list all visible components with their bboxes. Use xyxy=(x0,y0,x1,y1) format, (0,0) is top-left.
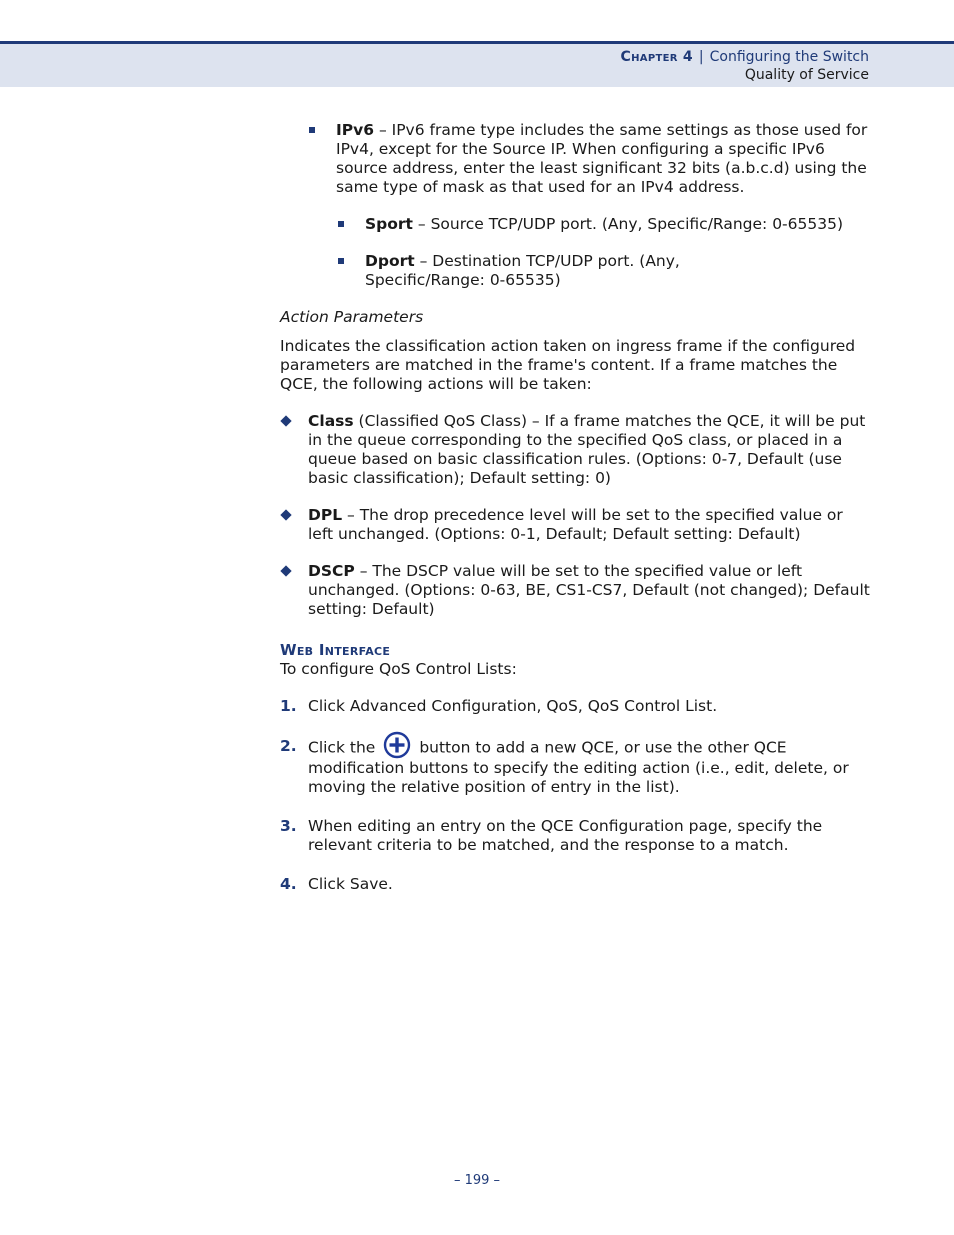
step-text: Click Advanced Configuration, QoS, QoS Control List. xyxy=(308,697,718,715)
action-parameters-intro: Indicates the classification action taken on ingress frame if the configured parameters are matched in the frame's content. If a frame matches the QCE, the following actions will be taken: xyxy=(280,337,856,393)
header-separator: | xyxy=(698,49,704,65)
class-term: Class xyxy=(308,412,354,430)
dscp-term: DSCP xyxy=(308,562,355,580)
step-number: 1. xyxy=(280,697,297,715)
step-4 xyxy=(280,875,870,894)
step-number: 3. xyxy=(280,817,297,835)
action-parameters-heading: Action Parameters xyxy=(280,308,424,326)
square-bullet-icon xyxy=(338,221,344,227)
step-text: Click Save. xyxy=(308,875,393,893)
square-bullet-icon xyxy=(309,127,315,133)
chapter-line xyxy=(621,48,869,66)
page-header xyxy=(0,41,954,87)
dscp-text: – The DSCP value will be set to the specified value or left unchanged. (Options: 0-63, BE, CS1-CS7, Default (not changed); Default setting: Default) xyxy=(308,562,870,618)
sport-term: Sport xyxy=(365,215,413,233)
diamond-bullet-icon xyxy=(280,415,291,426)
list-item-dpl xyxy=(280,506,870,544)
web-interface-heading: Web Interface xyxy=(280,641,391,659)
diamond-bullet-icon xyxy=(280,565,291,576)
ipv6-text: – IPv6 frame type includes the same settings as those used for IPv4, except for the Source IP. When configuring a specific IPv6 source address, enter the least significant 32 bits (a.b.c.d) using the same type of mask as that used for an IPv4 address. xyxy=(336,121,868,196)
page-body xyxy=(280,121,870,894)
add-icon xyxy=(383,731,411,759)
chapter-title: Configuring the Switch xyxy=(709,49,869,65)
dpl-term: DPL xyxy=(308,506,343,524)
step-text-before: Click the xyxy=(308,738,376,757)
section-title: Quality of Service xyxy=(744,67,869,83)
header-text xyxy=(621,48,869,84)
ipv6-term: IPv6 xyxy=(336,121,375,139)
dport-text-2: Specific/Range: 0-65535) xyxy=(365,271,561,289)
step-number: 4. xyxy=(280,875,297,893)
sport-text: – Source TCP/UDP port. (Any, Specific/Range: 0-65535) xyxy=(412,215,844,233)
class-text: (Classified QoS Class) – If a frame matches the QCE, it will be put in the queue corresponding to the specified QoS class, or placed in a queue based on basic classification rules. (Options: 0-7, Default (use basic classification); Default setting: 0) xyxy=(308,412,866,487)
dpl-text: – The drop precedence level will be set to the specified value or left unchanged. (Options: 0-1, Default; Default setting: Default) xyxy=(308,506,843,543)
square-bullet-icon xyxy=(338,258,344,264)
step-2 xyxy=(280,737,870,797)
list-item-dscp xyxy=(280,562,870,619)
step-3 xyxy=(280,817,870,855)
web-interface-intro: To configure QoS Control Lists: xyxy=(280,660,517,678)
step-number: 2. xyxy=(280,737,297,755)
step-text-after: button to add a new QCE, or use the other QCE modification buttons to specify the editing action (i.e., edit, delete, or moving the relative position of entry in the list). xyxy=(308,738,849,796)
list-item-dport xyxy=(280,252,870,290)
chapter-label: Chapter 4 xyxy=(620,49,693,65)
diamond-bullet-icon xyxy=(280,509,291,520)
step-1 xyxy=(280,697,870,716)
step-text: When editing an entry on the QCE Configuration page, specify the relevant criteria to be matched, and the response to a match. xyxy=(308,817,823,854)
page-number: – 199 – xyxy=(453,1173,501,1188)
dport-text: – Destination TCP/UDP port. (Any, xyxy=(414,252,680,270)
dport-term: Dport xyxy=(365,252,415,270)
list-item-sport xyxy=(280,215,870,234)
list-item-ipv6 xyxy=(280,121,870,197)
list-item-class xyxy=(280,412,870,488)
